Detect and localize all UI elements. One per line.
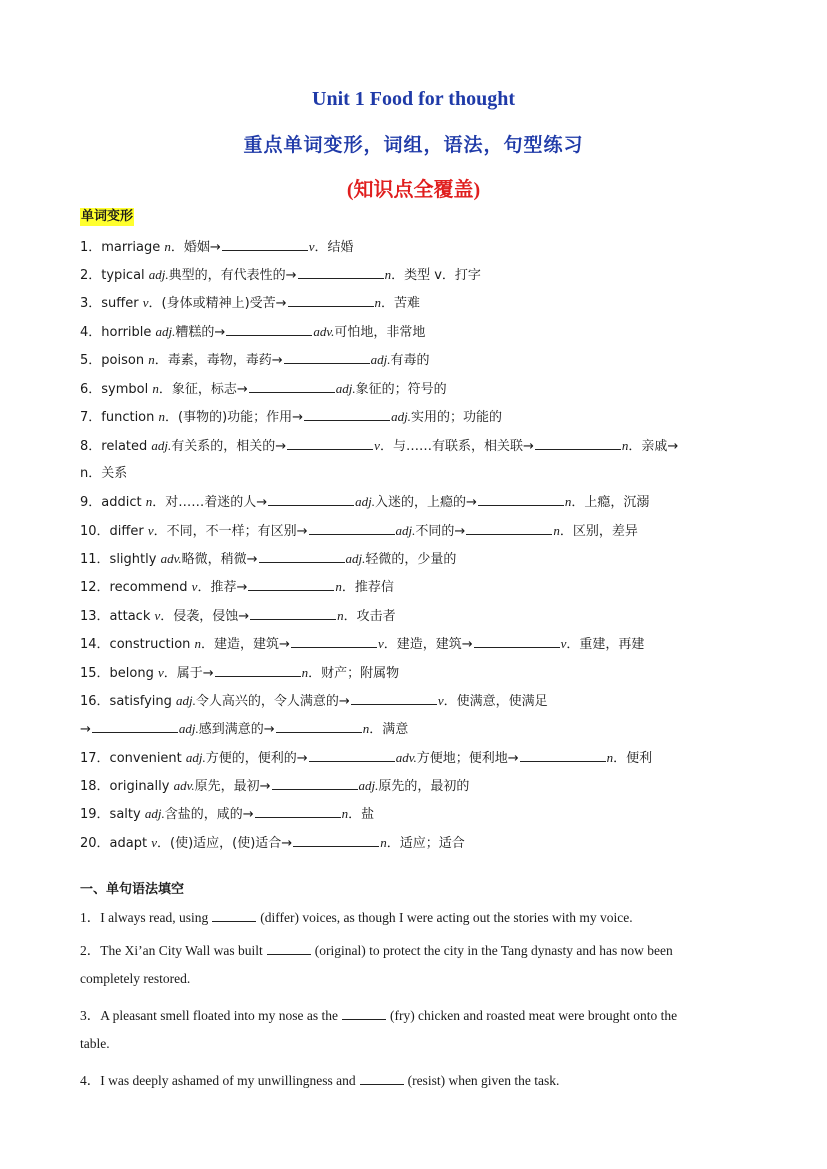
answer-blank[interactable] <box>249 381 335 393</box>
vocab-item-continuation: → adj.感到满意的→ n．满意 <box>80 721 409 737</box>
vocab-item: 19．salty adj.含盐的，咸的→ n．盐 <box>80 806 375 822</box>
answer-blank[interactable] <box>250 608 336 620</box>
answer-blank[interactable] <box>287 438 373 450</box>
vocab-item: 4．horrible adj.糟糕的→ adv.可怕地，非常地 <box>80 324 426 340</box>
grammar-question: 2．The Xi’an City Wall was built (original) to protect the city in the Tang dynasty and has now been <box>80 943 673 958</box>
answer-blank[interactable] <box>259 551 345 563</box>
answer-blank[interactable] <box>255 806 341 818</box>
vocab-item: 14．construction n．建造，建筑→ v．建造，建筑→ v．重建，再建 <box>80 636 645 652</box>
answer-blank[interactable] <box>291 636 377 648</box>
vocab-item: 6．symbol n．象征，标志→ adj.象征的；符号的 <box>80 381 447 397</box>
vocab-item: 20．adapt v．(使)适应，(使)适合→ n．适应；适合 <box>80 835 465 851</box>
vocab-item: 16．satisfying adj.令人高兴的，令人满意的→ v．使满意，使满足 <box>80 693 548 709</box>
answer-blank[interactable] <box>268 494 354 506</box>
answer-blank[interactable] <box>309 523 395 535</box>
vocab-item: 10．differ v．不同，不一样；有区别→ adj.不同的→ n．区别，差异 <box>80 523 638 539</box>
vocab-item: 11．slightly adv.略微，稍微→ adj.轻微的，少量的 <box>80 551 457 567</box>
vocab-item: 3．suffer v．(身体或精神上)受苦→ n．苦难 <box>80 295 421 311</box>
grammar-question: 3．A pleasant smell floated into my nose as the (fry) chicken and roasted meat were brought onto the <box>80 1008 678 1023</box>
vocab-item: 7．function n．(事物的)功能；作用→ adj.实用的；功能的 <box>80 409 502 425</box>
answer-blank[interactable] <box>92 721 178 733</box>
vocab-item: 18．originally adv.原先，最初→ adj.原先的，最初的 <box>80 778 470 794</box>
answer-blank[interactable] <box>474 636 560 648</box>
answer-blank[interactable] <box>360 1073 404 1085</box>
answer-blank[interactable] <box>466 523 552 535</box>
answer-blank[interactable] <box>309 750 395 762</box>
answer-blank[interactable] <box>276 721 362 733</box>
answer-blank[interactable] <box>520 750 606 762</box>
vocab-item: 17．convenient adj.方便的，便利的→ adv.方便地；便利地→ n．便利 <box>80 750 653 766</box>
vocab-item: 1．marriage n．婚姻→ v．结婚 <box>80 239 354 255</box>
answer-blank[interactable] <box>478 494 564 506</box>
vocab-item-continuation: n．关系 <box>80 466 128 481</box>
answer-blank[interactable] <box>215 665 301 677</box>
answer-blank[interactable] <box>272 778 358 790</box>
answer-blank[interactable] <box>212 910 256 922</box>
grammar-question: 4．I was deeply ashamed of my unwillingness and (resist) when given the task. <box>80 1073 560 1088</box>
answer-blank[interactable] <box>342 1008 386 1020</box>
answer-blank[interactable] <box>288 295 374 307</box>
answer-blank[interactable] <box>226 324 312 336</box>
vocab-item: 15．belong v．属于→ n．财产；附属物 <box>80 665 400 681</box>
answer-blank[interactable] <box>351 693 437 705</box>
grammar-question-continuation: completely restored. <box>80 971 191 986</box>
answer-blank[interactable] <box>284 352 370 364</box>
answer-blank[interactable] <box>293 835 379 847</box>
grammar-section-heading: 一、单句语法填空 <box>80 882 185 897</box>
grammar-question-continuation: table. <box>80 1036 110 1051</box>
vocab-item: 12．recommend v．推荐→ n．推荐信 <box>80 579 394 595</box>
coverage-note: (知识点全覆盖) <box>346 179 481 201</box>
vocab-item: 5．poison n．毒素，毒物，毒药→ adj.有毒的 <box>80 352 430 368</box>
vocab-section-heading: 单词变形 <box>81 209 134 224</box>
answer-blank[interactable] <box>267 943 311 955</box>
answer-blank[interactable] <box>304 409 390 421</box>
vocab-item: 8．related adj.有关系的，相关的→ v．与……有联系，相关联→ n．亲戚→ <box>80 438 679 454</box>
vocab-item: 9．addict n．对……着迷的人→ adj.入迷的，上瘾的→ n．上瘾，沉溺 <box>80 494 650 510</box>
answer-blank[interactable] <box>535 438 621 450</box>
answer-blank[interactable] <box>222 239 308 251</box>
grammar-question: 1．I always read, using (differ) voices, as though I were acting out the stories with my voice. <box>80 910 633 925</box>
answer-blank[interactable] <box>248 579 334 591</box>
exercise-subtitle: 重点单词变形，词组，语法，句型练习 <box>243 134 584 156</box>
vocab-item: 2．typical adj.典型的，有代表性的→ n．类型 v．打字 <box>80 267 481 283</box>
unit-title: Unit 1 Food for thought <box>312 88 515 110</box>
vocab-item: 13．attack v．侵袭，侵蚀→ n．攻击者 <box>80 608 396 624</box>
answer-blank[interactable] <box>298 267 384 279</box>
